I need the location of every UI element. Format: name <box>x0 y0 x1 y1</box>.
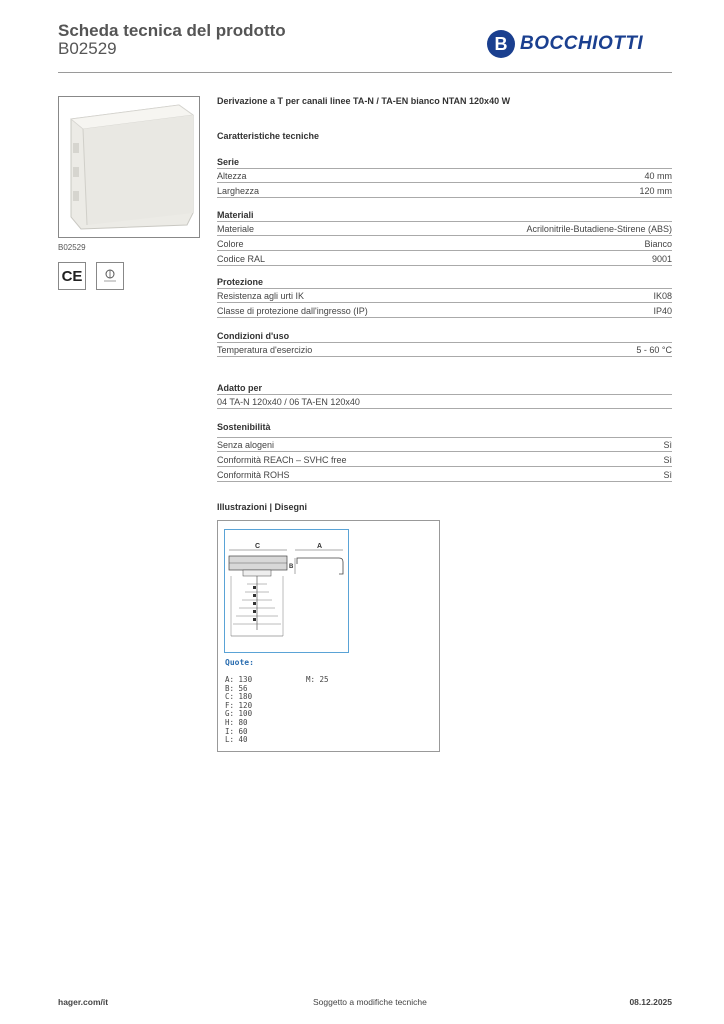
footer-website: hager.com/it <box>58 997 109 1007</box>
spec-value: Sì <box>663 440 672 450</box>
section-heading-serie: Serie <box>217 157 240 167</box>
spec-value: 5 - 60 °C <box>636 345 672 355</box>
dimension-item: M: 25 <box>306 675 329 684</box>
spec-value: IP40 <box>653 306 672 316</box>
header-divider <box>58 72 672 73</box>
product-image <box>58 96 200 238</box>
spec-value: 40 mm <box>644 171 672 181</box>
dimension-list <box>225 676 252 745</box>
page-title: Scheda tecnica del prodotto <box>58 21 286 40</box>
dimension-item: I: 60 <box>225 726 248 736</box>
spec-label: Altezza <box>217 171 247 181</box>
certification-icon <box>96 262 124 290</box>
section-heading-materiali: Materiali <box>217 210 254 220</box>
spec-value: Acrilonitrile-Butadiene-Stirene (ABS) <box>526 224 672 234</box>
spec-row <box>217 467 672 482</box>
technical-heading: Caratteristiche tecniche <box>217 131 320 141</box>
spec-row <box>217 168 672 183</box>
ce-mark-icon: CE <box>58 262 86 290</box>
brand-logo-text: BOCCHIOTTI <box>520 33 644 54</box>
section-heading-condizioni: Condizioni d'uso <box>217 331 290 341</box>
section-heading-protezione: Protezione <box>217 277 264 287</box>
spec-label: Senza alogeni <box>217 440 275 450</box>
spec-value: 9001 <box>651 254 672 264</box>
technical-drawing <box>217 520 440 752</box>
spec-label: Conformità REACh – SVHC free <box>217 455 347 465</box>
drawing-label-b: B <box>289 564 294 570</box>
spec-label: Codice RAL <box>217 254 266 264</box>
spec-value: Sì <box>663 470 672 480</box>
spec-label: 04 TA-N 120x40 / 06 TA-EN 120x40 <box>217 397 360 407</box>
spec-value: 120 mm <box>639 186 672 196</box>
footer-date: 08.12.2025 <box>629 997 672 1007</box>
quote-heading: Quote: <box>225 658 254 667</box>
dimension-item: H: 80 <box>225 717 248 727</box>
product-description: Derivazione a T per canali linee TA-N / TA-EN bianco NTAN 120x40 W <box>217 96 511 106</box>
spec-label: Colore <box>217 239 244 249</box>
section-heading-illustrazioni: Illustrazioni | Disegni <box>217 502 308 512</box>
spec-label: Temperatura d'esercizio <box>217 345 313 355</box>
section-heading-adatto: Adatto per <box>217 383 262 393</box>
dimension-list <box>306 676 329 685</box>
spec-label: Materiale <box>217 224 255 234</box>
drawing-label-c: C <box>255 543 261 550</box>
drawing-frame <box>224 529 349 653</box>
spec-row <box>217 342 672 357</box>
dimension-item: C: 180 <box>225 692 253 702</box>
spec-label: Larghezza <box>217 186 260 196</box>
section-heading-sostenibilita: Sostenibilità <box>217 422 271 432</box>
spec-value: Sì <box>663 455 672 465</box>
spec-value: IK08 <box>653 291 672 301</box>
spec-row <box>217 452 672 467</box>
drawing-label-a: A <box>317 543 323 550</box>
spec-row <box>217 236 672 251</box>
brand-logo-mark: B <box>487 30 515 58</box>
dimension-item: F: 120 <box>225 700 253 710</box>
dimension-item: B: 56 <box>225 683 248 693</box>
spec-label: Conformità ROHS <box>217 470 290 480</box>
spec-row <box>217 437 672 452</box>
spec-row <box>217 303 672 318</box>
spec-row <box>217 251 672 266</box>
spec-row <box>217 288 672 303</box>
spec-row <box>217 183 672 198</box>
spec-label: Resistenza agli urti IK <box>217 291 305 301</box>
dimension-item: L: 40 <box>225 735 248 745</box>
dimension-item: A: 130 <box>225 675 253 684</box>
spec-value: Bianco <box>644 239 672 249</box>
spec-row <box>217 394 672 409</box>
spec-row <box>217 221 672 236</box>
footer-disclaimer: Soggetto a modifiche tecniche <box>313 997 427 1007</box>
product-code: B02529 <box>58 39 117 58</box>
image-caption: B02529 <box>58 243 86 252</box>
dimension-item: G: 100 <box>225 709 253 719</box>
spec-label: Classe di protezione dall'ingresso (IP) <box>217 306 368 316</box>
brand-logo <box>487 30 667 58</box>
